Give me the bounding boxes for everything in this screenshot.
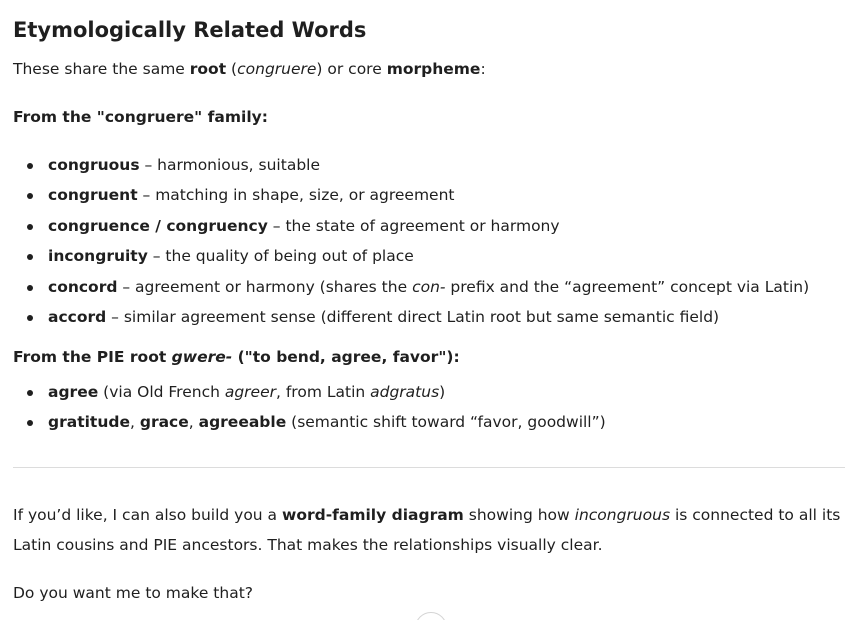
list-item-def: – agreement or harmony (shares the bbox=[117, 278, 413, 296]
list-item bbox=[48, 276, 809, 298]
bullet-dot bbox=[27, 315, 33, 321]
offer-mid: showing how bbox=[463, 506, 575, 524]
offer-em: incongruous bbox=[574, 506, 671, 524]
intro-mid: ) or core bbox=[316, 60, 387, 78]
list-item-def: – the quality of being out of place bbox=[147, 247, 414, 265]
list-item bbox=[48, 154, 320, 176]
list-item-sep: , bbox=[129, 413, 140, 431]
family2-title-pre: From the PIE root bbox=[13, 348, 172, 366]
family1-title-text: From the "congruere" family: bbox=[13, 108, 268, 126]
list-item bbox=[48, 184, 454, 206]
list-item-def-end: ) bbox=[439, 383, 446, 401]
list-item-term: grace bbox=[139, 413, 189, 431]
bullet-dot bbox=[27, 163, 33, 169]
family2-title-post: ("to bend, agree, favor"): bbox=[232, 348, 460, 366]
list-item-def: – the state of agreement or harmony bbox=[267, 217, 560, 235]
offer-text-line1 bbox=[13, 504, 840, 526]
list-item-term: concord bbox=[48, 278, 118, 296]
list-item-def: (via Old French bbox=[98, 383, 225, 401]
bullet-dot bbox=[27, 224, 33, 230]
list-item-term: incongruity bbox=[48, 247, 148, 265]
offer-post: is connected to all its bbox=[670, 506, 841, 524]
bullet-dot bbox=[27, 390, 33, 396]
list-item-def-em: con- bbox=[412, 278, 446, 296]
offer-text-line2: Latin cousins and PIE ancestors. That makes the relationships visually clear. bbox=[13, 536, 603, 554]
list-item-def: – harmonious, suitable bbox=[139, 156, 320, 174]
list-item-def: – similar agreement sense (different direct Latin root but same semantic field) bbox=[106, 308, 720, 326]
family1-title bbox=[13, 106, 268, 128]
bullet-dot bbox=[27, 254, 33, 260]
bullet-dot bbox=[27, 285, 33, 291]
list-item-def: (semantic shift toward “favor, goodwill”) bbox=[286, 413, 606, 431]
offer-pre: If you’d like, I can also build you a bbox=[13, 506, 282, 524]
list-item-term: congruence / congruency bbox=[48, 217, 268, 235]
family2-title bbox=[13, 346, 460, 368]
offer-bold: word-family diagram bbox=[282, 506, 464, 524]
intro-root-word: root bbox=[189, 60, 227, 78]
list-item-term: accord bbox=[48, 308, 107, 326]
intro-paren-open: ( bbox=[226, 60, 238, 78]
list-item bbox=[48, 411, 606, 433]
list-item bbox=[48, 306, 719, 328]
list-item bbox=[48, 381, 445, 403]
list-item-term: agree bbox=[48, 383, 99, 401]
list-item-term: gratitude bbox=[48, 413, 130, 431]
list-item bbox=[48, 215, 560, 237]
list-item-term: congruent bbox=[48, 186, 138, 204]
intro-morpheme-word: morpheme bbox=[386, 60, 481, 78]
arrow-down-icon bbox=[416, 613, 446, 620]
list-item-def: – matching in shape, size, or agreement bbox=[137, 186, 455, 204]
bullet-dot bbox=[27, 193, 33, 199]
list-item-def-em: agreer bbox=[224, 383, 276, 401]
list-item-term: congruous bbox=[48, 156, 140, 174]
list-item-def-em: adgratus bbox=[370, 383, 440, 401]
family2-title-root: gwere- bbox=[171, 348, 233, 366]
list-item-def-post: prefix and the “agreement” concept via Latin) bbox=[445, 278, 810, 296]
scroll-to-bottom-button[interactable] bbox=[415, 612, 447, 620]
intro-root-term: congruere bbox=[237, 60, 317, 78]
follow-up-question: Do you want me to make that? bbox=[13, 584, 253, 602]
bullet-dot bbox=[27, 420, 33, 426]
intro-end: : bbox=[480, 60, 486, 78]
list-item-term: agreeable bbox=[198, 413, 287, 431]
divider bbox=[13, 467, 845, 468]
intro-text bbox=[13, 58, 486, 80]
section-heading: Etymologically Related Words bbox=[13, 18, 367, 42]
intro-pre: These share the same bbox=[13, 60, 190, 78]
list-item-def-mid: , from Latin bbox=[276, 383, 371, 401]
list-item-sep: , bbox=[188, 413, 199, 431]
list-item bbox=[48, 245, 414, 267]
